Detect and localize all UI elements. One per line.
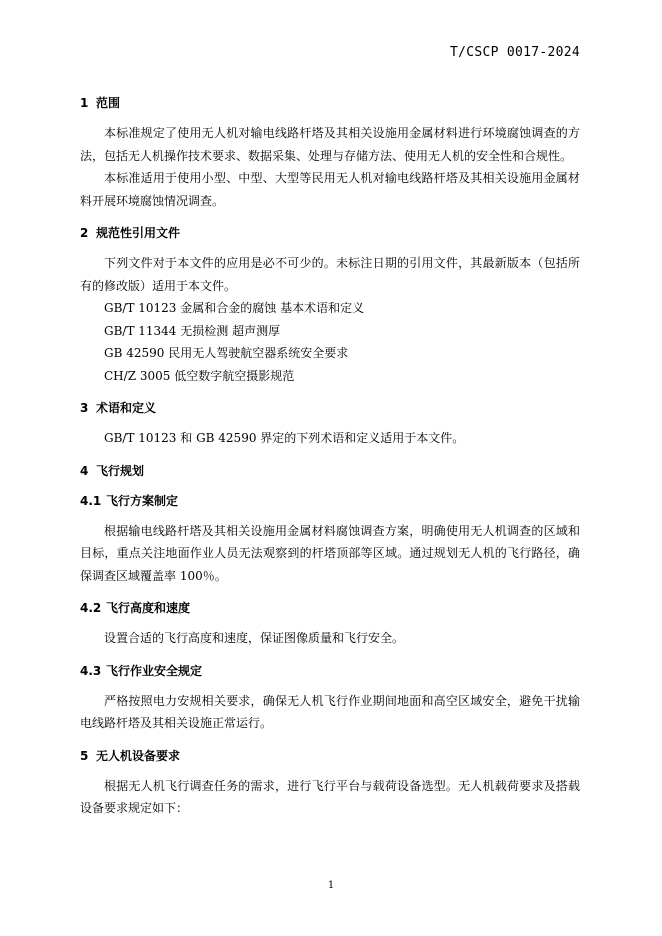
subsection-number: 4.3 <box>80 663 102 678</box>
subsection-4-3-heading <box>80 660 580 682</box>
subsection-4-2-heading <box>80 597 580 619</box>
reference-item: GB/T 11344 无损检测 超声测厚 <box>104 323 281 338</box>
subsection-4-2-paragraph: 设置合适的飞行高度和速度，保证图像质量和飞行安全。 <box>104 631 405 645</box>
reference-item: CH/Z 3005 低空数字航空摄影规范 <box>104 368 295 383</box>
section-4-heading <box>80 460 580 482</box>
subsection-title: 飞行方案制定 <box>106 493 179 508</box>
section-3-heading <box>80 397 580 419</box>
section-2-intro: 下列文件对于本文件的应用是必不可少的。未标注日期的引用文件，其最新版本（包括所有的修改版）适用于本文件。 <box>80 256 580 293</box>
subsection-number: 4.1 <box>80 493 102 508</box>
section-title: 无人机设备要求 <box>96 748 181 763</box>
page-number: 1 <box>327 880 335 891</box>
reference-item: GB 42590 民用无人驾驶航空器系统安全要求 <box>104 346 349 360</box>
section-number: 5 <box>80 748 89 763</box>
section-1-paragraph-1: 本标准规定了使用无人机对输电线路杆塔及其相关设施用金属材料进行环境腐蚀调查的方法，包括无人机操作技术要求、数据采集、处理与存储方法、使用无人机的安全性和合规性。 <box>80 126 580 163</box>
reference-item: GB/T 10123 金属和合金的腐蚀 基本术语和定义 <box>104 301 365 315</box>
section-1-paragraph-2: 本标准适用于使用小型、中型、大型等民用无人机对输电线路杆塔及其相关设施用金属材料开展环境腐蚀情况调查。 <box>80 171 580 208</box>
section-2-heading <box>80 222 580 244</box>
section-number: 4 <box>80 463 89 478</box>
section-title: 范围 <box>96 96 121 110</box>
section-3-paragraph: GB/T 10123 和 GB 42590 界定的下列术语和定义适用于本文件。 <box>104 431 465 445</box>
subsection-number: 4.2 <box>80 601 102 615</box>
document-body <box>80 92 580 820</box>
section-5-heading <box>80 745 580 767</box>
subsection-title: 飞行高度和速度 <box>106 601 191 615</box>
subsection-4-1-paragraph: 根据输电线路杆塔及其相关设施用金属材料腐蚀调查方案，明确使用无人机调查的区域和目标，重点关注地面作业人员无法观察到的杆塔顶部等区域。通过规划无人机的飞行路径，确保调查区域覆盖率 100％。 <box>80 523 580 583</box>
section-title: 规范性引用文件 <box>96 226 181 240</box>
subsection-4-1-heading <box>80 490 580 512</box>
section-number: 1 <box>80 96 89 110</box>
section-number: 3 <box>80 401 89 415</box>
section-title: 术语和定义 <box>96 401 157 415</box>
section-title: 飞行规划 <box>96 463 145 478</box>
section-5-paragraph: 根据无人机飞行调查任务的需求，进行飞行平台与载荷设备选型。无人机载荷要求及搭载设备要求规定如下： <box>80 778 580 815</box>
subsection-4-3-paragraph: 严格按照电力安规相关要求，确保无人机飞行作业期间地面和高空区域安全，避免干扰输电线路杆塔及其相关设施正常运行。 <box>80 693 580 730</box>
section-number: 2 <box>80 226 89 240</box>
subsection-title: 飞行作业安全规定 <box>106 663 203 678</box>
document-code: T/CSCP 0017-2024 <box>449 45 580 60</box>
section-1-heading <box>80 92 580 114</box>
